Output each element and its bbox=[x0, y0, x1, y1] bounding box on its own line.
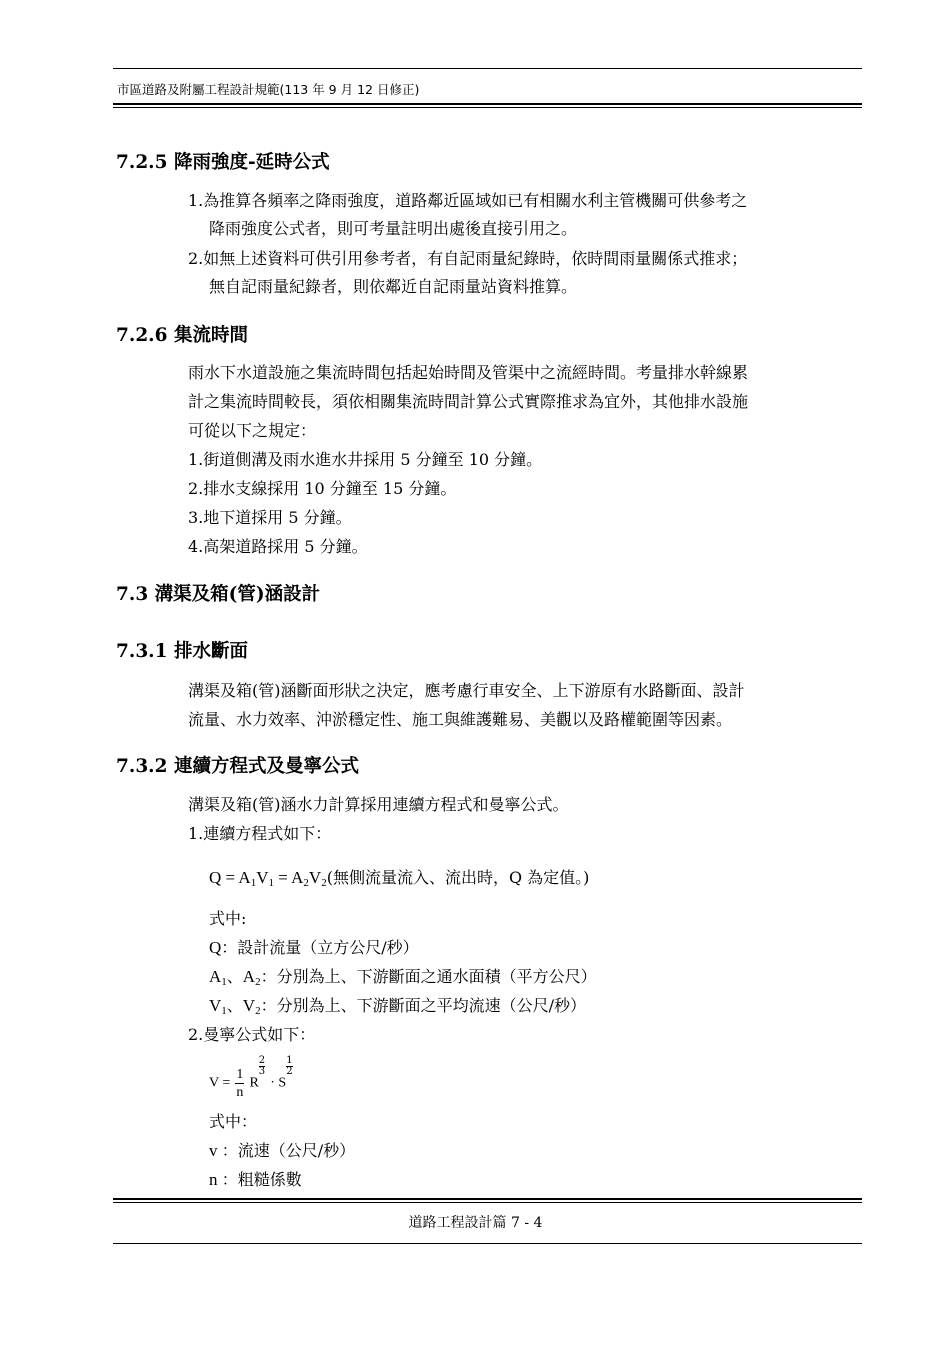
where-label: 式中： bbox=[209, 1112, 258, 1131]
list-item: 3.地下道採用 5 分鐘。 bbox=[188, 508, 352, 527]
manning-equation: V = $\frac{1}{n}$ R $\frac{2}{3}$ · S $\frac{1}{2}$ bbox=[209, 1055, 293, 1100]
list-item: 降雨強度公式者，則可考量註明出處後直接引用之。 bbox=[209, 219, 578, 238]
list-item: 2.曼寧公式如下： bbox=[188, 1025, 316, 1044]
page-footer: 道路工程設計篇 7 - 4 bbox=[408, 1215, 543, 1231]
definition-a: $A_1$、$A_2$：分別為上、下游斷面之通水面積（平方公尺） bbox=[209, 967, 597, 988]
paragraph-line: 流量、水力效率、沖淤穩定性、施工與維護難易、美觀以及路權範圍等因素。 bbox=[188, 710, 733, 729]
list-item: 1.街道側溝及雨水進水井採用 5 分鐘至 10 分鐘。 bbox=[188, 450, 543, 469]
header-rule-bottom bbox=[113, 107, 862, 108]
footer-rule-thin bbox=[113, 1202, 862, 1203]
heading-7-2-6: 7.2.6 集流時間 bbox=[116, 325, 248, 346]
paragraph-line: 溝渠及箱(管)涵斷面形狀之決定，應考慮行車安全、上下游原有水路斷面、設計 bbox=[188, 681, 745, 700]
paragraph-line: 溝渠及箱(管)涵水力計算採用連續方程式和曼寧公式。 bbox=[188, 795, 569, 814]
footer-rule-bottom bbox=[113, 1243, 862, 1244]
footer-rule-thick bbox=[113, 1198, 862, 1200]
definition-n: n ：粗糙係數 bbox=[209, 1170, 302, 1189]
heading-7-3-1: 7.3.1 排水斷面 bbox=[116, 641, 248, 662]
paragraph-line: 可從以下之規定： bbox=[188, 421, 317, 440]
heading-7-3: 7.3 溝渠及箱(管)涵設計 bbox=[116, 584, 321, 605]
continuity-equation: $Q = A_1V_1 = A_2V_2$(無側流量流入、流出時，Q 為定值。) bbox=[209, 868, 590, 889]
paragraph-line: 計之集流時間較長，須依相關集流時間計算公式實際推求為宜外，其他排水設施 bbox=[188, 392, 749, 411]
definition-velocity: v ：流速（公尺/秒） bbox=[209, 1141, 356, 1160]
definition-v: $V_1$、$V_2$：分別為上、下游斷面之平均流速（公尺/秒） bbox=[209, 996, 586, 1017]
heading-7-2-5: 7.2.5 降雨強度-延時公式 bbox=[116, 152, 330, 173]
running-header: 市區道路及附屬工程設計規範(113 年 9 月 12 日修正) bbox=[117, 82, 420, 97]
list-item: 1.為推算各頻率之降雨強度，道路鄰近區域如已有相關水利主管機關可供參考之 bbox=[188, 191, 748, 210]
list-item: 無自記雨量紀錄者，則依鄰近自記雨量站資料推算。 bbox=[209, 277, 578, 296]
paragraph-line: 雨水下水道設施之集流時間包括起始時間及管渠中之流經時間。考量排水幹線累 bbox=[188, 363, 749, 382]
where-label: 式中: bbox=[209, 909, 247, 928]
list-item: 2.排水支線採用 10 分鐘至 15 分鐘。 bbox=[188, 479, 457, 498]
header-rule-thick bbox=[113, 103, 862, 105]
heading-7-3-2: 7.3.2 連續方程式及曼寧公式 bbox=[116, 756, 359, 777]
list-item: 4.高架道路採用 5 分鐘。 bbox=[188, 537, 368, 556]
equation-note: (無側流量流入、流出時，Q 為定值。) bbox=[326, 868, 590, 887]
list-item: 2.如無上述資料可供引用參考者，有自記雨量紀錄時，依時間雨量關係式推求； bbox=[188, 249, 748, 268]
definition-q: Q：設計流量（立方公尺/秒） bbox=[209, 938, 419, 957]
header-rule-thin bbox=[113, 68, 862, 69]
list-item: 1.連續方程式如下： bbox=[188, 824, 332, 843]
